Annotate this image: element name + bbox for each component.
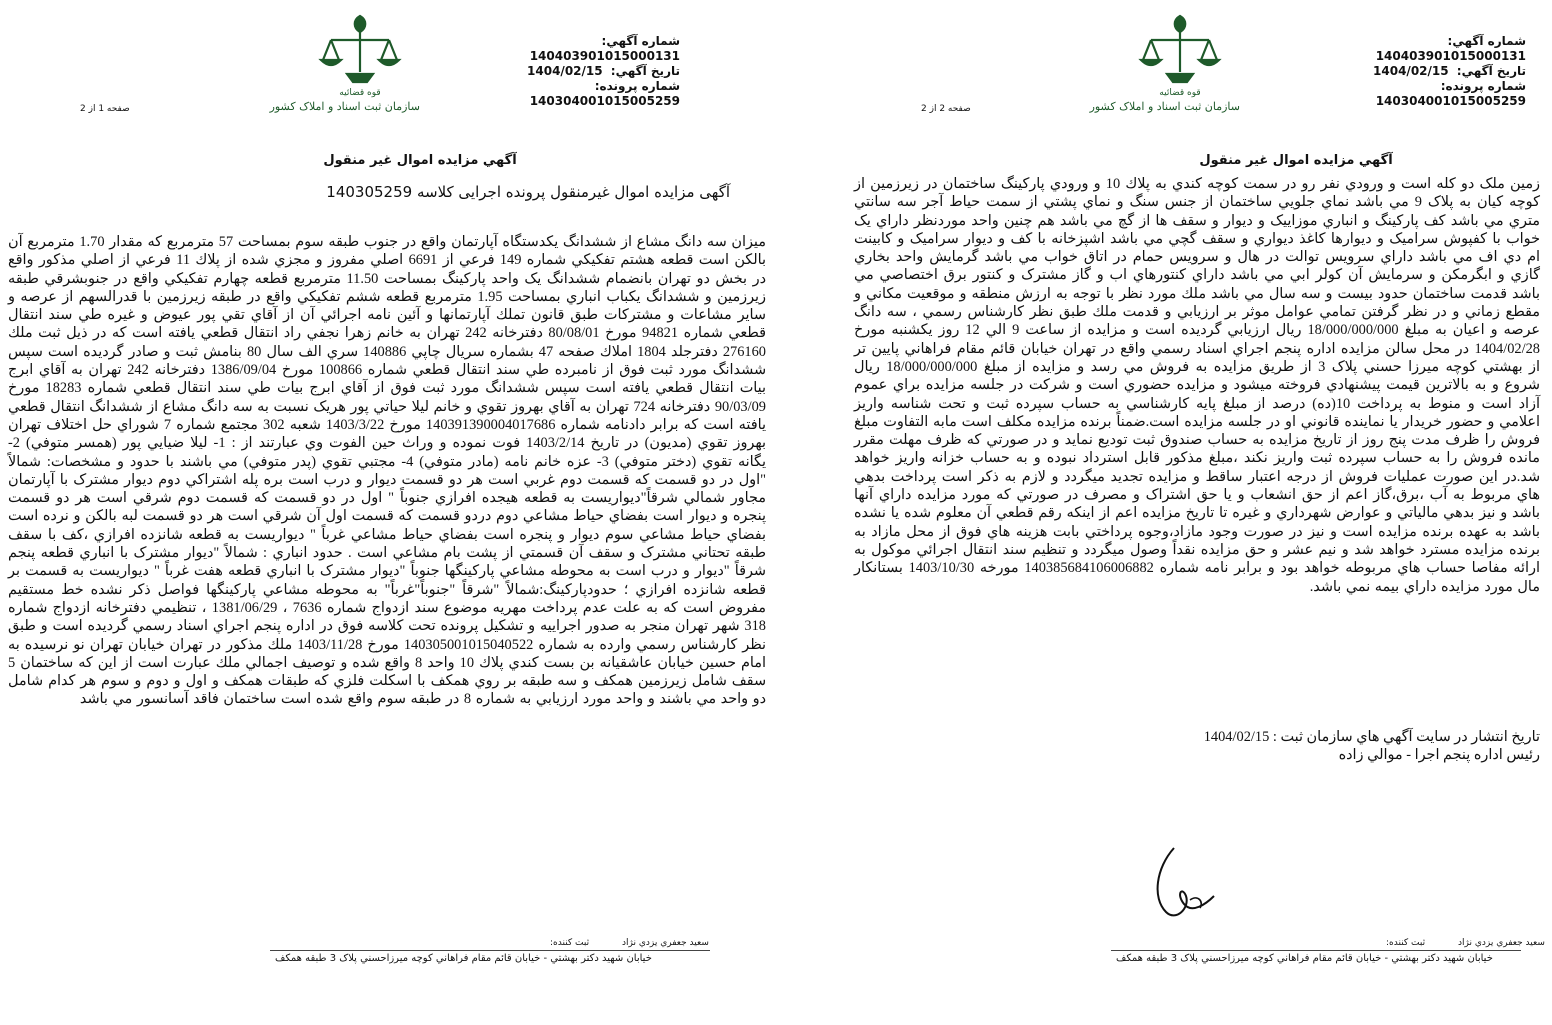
file-number-row: [1326, 79, 1526, 109]
registrar-label: ثبت كننده:: [1386, 938, 1426, 948]
ad-date-label: تاريخ آگهي:: [1456, 64, 1526, 78]
scales-of-justice-icon: [1137, 10, 1223, 88]
page-header: [0, 0, 776, 140]
registrar-label: ثبت كننده:: [550, 938, 590, 948]
page-number: صفحه 2 از 2: [921, 104, 971, 114]
notice-body: [8, 233, 766, 709]
ad-date: 1404/02/15: [1373, 64, 1449, 78]
publish-line: تاريخ انتشار در سايت آگهي هاي سازمان ثبت : 1404/02/15: [1203, 729, 1540, 745]
judiciary-label: قوه قضائیه: [339, 88, 381, 98]
page-number: صفحه 1 از 2: [80, 104, 130, 114]
notice-subtitle: آگهی مزایده اموال غیرمنقول پرونده اجرایی کلاسه 140305259: [326, 183, 730, 201]
footer-registrar: [1356, 938, 1545, 948]
ad-date-label: تاريخ آگهي:: [610, 64, 680, 78]
page-header: [776, 0, 1552, 140]
ad-number: 140403901015000131: [529, 49, 680, 63]
footer-address: خيابان شهيد دكتر بهشتي - خيابان قائم مقام فراهاني كوچه ميرزاحسني پلاک 3 طبقه همكف: [275, 953, 652, 964]
notice-title: آگهي مزايده اموال غير منقول: [1199, 153, 1393, 168]
ad-number: 140403901015000131: [1375, 49, 1526, 63]
body-paragraph: زمين ملک دو كله است و ورودي نفر رو در سمت كوچه كندي به پلاك 10 و ورودي پاركينگ ساختمان در زيرزمين از كوچه كيان به پلاک 9 مي باشد نماي جلويي ساختمان از جنس سنگ و نماي پشتي از سمت حياط آجر سه سانتي متري مي باشد كف پاركينگ و انباري موزاييک و ديوار و سقف ها از گچ مي باشد هم چنين واحد موردنظر داراي يک خواب با كفپوش سراميک و ديوارها كاغذ ديواري و سقف گچي مي باشد اشپزخانه با كف و ديوار سراميک و كابينت ام دي اف مي باشد داراي سرويس توالت در هال و سرويس حمام در اتاق خواب مي باشد گرمايش واحد بخاري گازي و ابگرمكن و سرمايش آن كولر ابي مي باشد داراي كنتورهاي اب و گاز مشترک و كنتور برق اختصاصي مي باشد قدمت ساختمان حدود بيست و سه سال مي باشد ملك مورد نظر با توجه به ارزش منطقه و موقعيت مكاني و مقطع زماني و در نظر گرفتن تمامي عوامل موثر بر ارزيابي و قدمت ملك طبق نظر كارشناس رسمي ، سه دانگ عرصه و اعيان به مبلغ 18/000/000/000 ريال ارزيابي گرديده است و مزايده از ساعت 9 الي 12 روز يكشنبه مورخ 1404/02/28 در محل سالن مزايده اداره پنجم اجراي اسناد رسمي واقع در تهران خيابان قائم مقام فراهاني پايين تر از بهشتي كوچه ميرزا حسني پلاک 3 از طريق مزايده به فروش مي رسد و مزايده از مبلغ 18/000/000/000 ريال شروع و به بالاترين قيمت پيشنهادي فروخته ميشود و مزايده حضوري است و شركت در جلسه مزايده براي عموم آزاد است و منوط به پرداخت 10(ده) درصد از مبلغ پايه كارشناسي به حساب سپرده ثبت و تحت شناسه واريز اعلامي و حضور خريدار يا نماينده قانوني او در جلسه مزايده است.ضمناً برنده مزايده مكلف است مابه التفاوت مبلغ فروش را ظرف مدت پنج روز از تاريخ مزايده به حساب صندوق ثبت توديع نمايد و در صورتي كه ظرف مهلت مقرر مانده فروش را به حساب سپرده ثبت واريز نكند ،مبلغ مذكور قابل استرداد نبوده و به حساب خزانه واريز خواهد شد.در اين صورت عمليات فروش از درجه اعتبار ساقط و مزايده تجديد ميگردد و لازم به ذكر است پرداخت بدهي هاي مربوط به آب ،برق،گاز اعم از حق انشعاب و يا حق اشتراک و مصرف در صورتي كه مورد مزايده داراي آنها باشد و نيز بدهي مالياتي و عوارض شهرداري و غيره تا تاريخ مزايده اعم از اينكه رقم قطعي آن معلوم شده يا نشده باشد به عهده برنده مزايده است و نيز در صورت وجود مازاد،وجوه پرداختي بابت هزينه هاي فوق از محل مازاد به برنده مزايده مسترد خواهد شد و نيم عشر و حق مزايده نقداً وصول ميگردد و تنظيم سند انتقال اجرائي موكول به ارائه مفاصا حساب هاي مربوطه خواهد بود و برابر نامه شماره 140385684106006882 مورخه 1403/10/30 بستانكار مال مورد مزايده داراي بيمه نمي باشد.: [854, 176, 1540, 595]
ad-date-row: [480, 64, 680, 79]
file-number-label: شماره پرونده:: [1440, 79, 1526, 93]
file-number: 140304001015005259: [529, 94, 680, 108]
ad-date-row: [1326, 64, 1526, 79]
file-number-row: [480, 79, 680, 109]
notice-meta: [480, 34, 680, 109]
ad-number-row: [1326, 34, 1526, 64]
signatory-line: رئيس اداره پنجم اجرا - موالي زاده: [1338, 747, 1540, 764]
ad-date: 1404/02/15: [527, 64, 603, 78]
notice-meta: [1326, 34, 1526, 109]
file-number-label: شماره پرونده:: [594, 79, 680, 93]
notice-closing: [854, 728, 1540, 765]
judiciary-emblem: [269, 10, 420, 130]
registrar-name: سعيد جعفري يزدي نژاد: [1457, 938, 1545, 948]
handwritten-signature: [1146, 838, 1236, 928]
notice-title: آگهي مزايده اموال غير منقول: [323, 153, 517, 168]
footer-address: خيابان شهيد دكتر بهشتي - خيابان قائم مقام فراهاني كوچه ميرزاحسني پلاک 3 طبقه همكف: [1116, 953, 1493, 964]
ad-number-label: شماره آگهي:: [1447, 34, 1526, 48]
registrar-name: سعيد جعفري يزدي نژاد: [621, 938, 709, 948]
notice-body: [854, 175, 1540, 596]
notice-page-2: [776, 0, 1552, 1025]
footer-divider: [270, 950, 710, 951]
scales-of-justice-icon: [317, 10, 403, 88]
footer-registrar: [520, 938, 709, 948]
file-number: 140304001015005259: [1375, 94, 1526, 108]
ad-number-label: شماره آگهي:: [601, 34, 680, 48]
ad-number-row: [480, 34, 680, 64]
org-name: سازمان ثبت اسناد و املاک کشور: [1089, 100, 1240, 113]
body-paragraph: ميزان سه دانگ مشاع از ششدانگ يكدستگاه آپارتمان واقع در جنوب طبقه سوم بمساحت 57 مترمربع كه مقدار 1.70 مترمربع آن بالكن است قطعه هشتم تفكيكي شماره 149 فرعي از 6691 اصلي مفروز و مجزي شده از پلاك 11 فرعي از اصلي مذكور واقع در بخش دو تهران بانضمام ششدانگ يک واحد پاركينگ بمساحت 11.50 مترمربع قطعه چهارم تفكيكي واقع در جنوبشرقي طبقه زيرزمين و ششدانگ يكباب انباري بمساحت 1.95 مترمربع قطعه ششم تفكيكي واقع در طبقه زيرزمين با قدرالسهم از عرصه و ساير مشاعات و مشتركات طبق قانون تملك آپارتمانها و آئين نامه اجرائي آن از آقاي تقي پور عيوض و غيره طي سند انتقال قطعي شماره 94821 مورخ 80/08/01 دفترخانه 242 تهران به خانم زهرا نجفي راد انتقال قطعي يافته است كه در ذيل ثبت ملك 276160 دفترجلد 1804 املاك صفحه 47 بشماره سريال چاپي 140886 سري الف سال 80 بنامش ثبت و صادر گرديده است سپس ششدانگ مورد ثبت فوق از نامبرده طي سند انتقال قطعي شماره 100866 مورخ 1386/09/04 دفترخانه 242 تهران به آقاي ابرج بيات انتقال قطعي يافته است سپس ششدانگ مورد ثبت فوق از آقاي ابرج بيات طي سند انتقال قطعي شماره 18283 مورخ 90/03/09 دفترخانه 724 تهران به آقاي بهروز تقوي و خانم ليلا حياتي پور هريک نسبت به سه دانگ مشاع از ششدانگ انتقال قطعي يافته است كه برابر دادنامه شماره 140391390004017686 مورخ 1403/3/22 شعبه 302 مجتمع شماره 7 شوراي حل اختلاف تهران بهروز تقوي (مديون) در تاريخ 1403/2/14 فوت نموده و وراث حين الفوت وي عبارتند از : 1- ليلا ضيايي پور (همسر متوفي) 2- يگانه تقوي (دختر متوفي) 3- عزه خانم نامه (مادر متوفي) 4- مجتبي تقوي (پدر متوفي) مي باشند با حدود و مشخصات: شمالاً "اول در دو قسمت كه قسمت دوم غربي است هر دو قسمت ديوار و درب است بره پله اشتراكي دوم ديوار مشترک با آپارتمان مجاور شمالي شرقاً"ديواريست به قطعه هيجده افرازي جنوباً " اول در دو قسمت كه قسمت دوم شرقي است هر دو قسمت پنجره و ديوار است بفضاي حياط مشاعي دوم دردو قسمت كه قسمت اول آن شرقي است هر دو قسمت لبه بالكن و نرده است بفضاي حياط مشاعي سوم ديوار و پنجره است بفضاي حياط مشاعي غرباً " ديواريست به قطعه شانزده افرازي ،كف با سقف طبقه تحتاني مشترک و سقف آن قسمتي از پشت بام مشاعي است . حدود انباري : شمالاً "ديوار مشترک با انباري قطعه پنجم شرقاً "ديوار و درب است به محوطه مشاعي پاركينگها جنوباً "ديوار مشترک با انباري قطعه هفت غرباً " ديواريست به قسمت بر قطعه شانزده افرازي ؛ حدودپاركينگ:شمالاً "شرقاً "جنوباً"غرباً" به محوطه مشاعي پاركينگها فواصل ذكر نشده خط مستقيم مفروض است كه به علت عدم پرداخت مهريه موضوع سند ازدواج شماره 7636 ، 1381/06/29 ، تنظيمي دفترخانه ازدواج شماره 318 شهر تهران منجر به صدور اجراييه و تشكيل پرونده تحت كلاسه فوق در اداره پنجم اجراي اسناد رسمي گرديده است و طبق نظر كارشناس رسمي وارده به شماره 140305001015040522 مورخ 1403/11/28 ملك مذكور در تهران خيابان تهران نو نرسيده به امام حسين خيابان عاشقيانه بن بست كندي پلاك 10 واحد 8 واقع شده و توصيف اجمالي ملك عبارت است از اين كه ساختمان 5 سقف شامل زيرزمين همكف و سه طبقه بر روي همكف با اسكلت فلزي كه طبقات همكف و اول و دوم و سوم هر كدام شامل دو واحد مي باشند و واحد مورد ارزيابي به شماره 8 در طبقه سوم واقع شده است ساختمان فاقد آسانسور مي باشد: [8, 234, 767, 708]
org-name: سازمان ثبت اسناد و املاک کشور: [269, 100, 420, 113]
footer-divider: [1111, 950, 1521, 951]
judiciary-label: قوه قضائیه: [1159, 88, 1201, 98]
judiciary-emblem: [1089, 10, 1240, 130]
